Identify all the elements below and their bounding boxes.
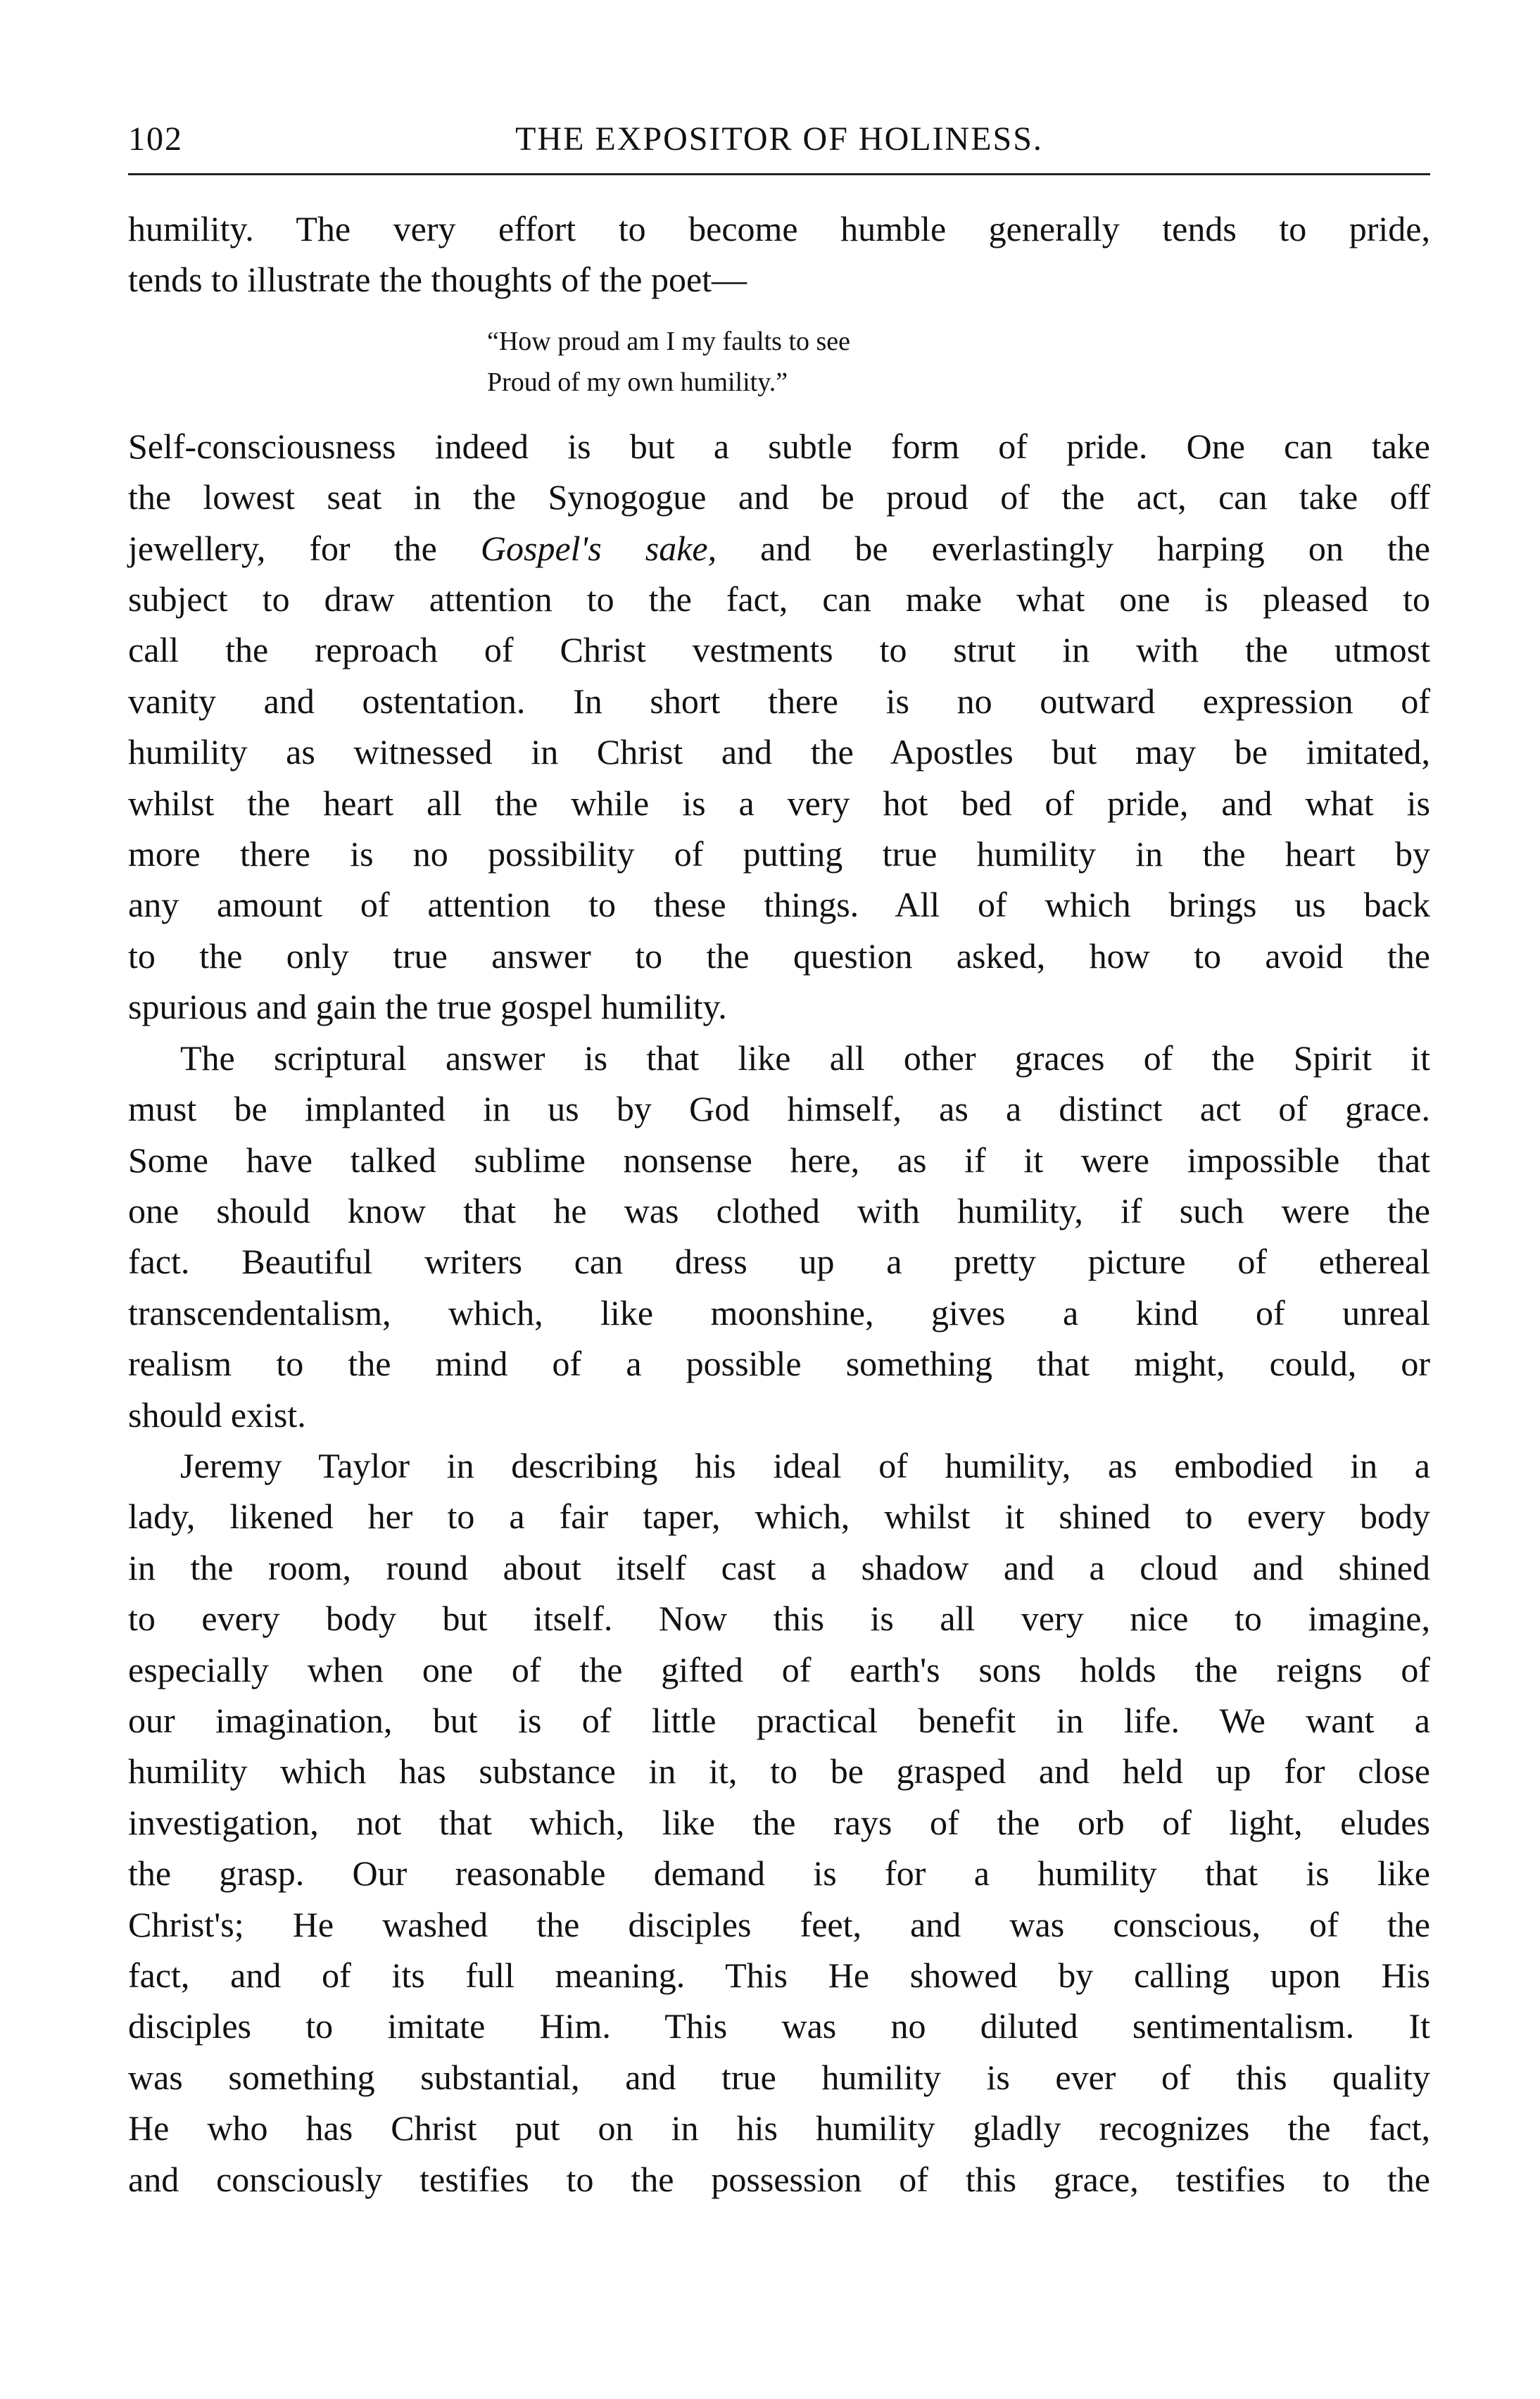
poem-line: Proud of my own humility.” (487, 367, 788, 397)
text-line: any amount of attention to these things. All of which brings us back (128, 885, 1430, 925)
text-line: the lowest seat in the Synogogue and be proud of the act, can take off (128, 477, 1430, 517)
text-line: must be implanted in us by God himself, as a distinct act of grace. (128, 1089, 1430, 1129)
text-line (128, 523, 1430, 574)
text-line: vanity and ostentation. In short there is no outward expression of (128, 681, 1430, 721)
text-line: to every body but itself. Now this is all very nice to imagine, (128, 1599, 1430, 1639)
text-line: tends to illustrate the thoughts of the poet— (128, 260, 747, 300)
text-line: fact. Beautiful writers can dress up a pretty picture of ethereal (128, 1242, 1430, 1282)
text-line: lady, likened her to a fair taper, which, whilst it shined to every body (128, 1497, 1430, 1537)
text-line: fact, and of its full meaning. This He showed by calling upon His (128, 1956, 1430, 1995)
text-line: subject to draw attention to the fact, can make what one is pleased to (128, 579, 1430, 619)
text-span: jewellery, for the (128, 528, 481, 568)
text-line: more there is no possibility of putting true humility in the heart by (128, 834, 1430, 874)
text-line: was something substantial, and true humility is ever of this quality (128, 2057, 1430, 2097)
text-line: our imagination, but is of little practical benefit in life. We want a (128, 1700, 1430, 1740)
book-page (128, 106, 1430, 2205)
text-line: call the reproach of Christ vestments to strut in with the utmost (128, 630, 1430, 670)
text-line: investigation, not that which, like the rays of the orb of light, eludes (128, 1802, 1430, 1842)
text-line: humility as witnessed in Christ and the Apostles but may be imitated, (128, 732, 1430, 772)
page-body (128, 203, 1430, 2205)
text-line: should exist. (128, 1394, 306, 1435)
text-line: the grasp. Our reasonable demand is for a humility that is like (128, 1853, 1430, 1894)
page-number: 102 (128, 120, 183, 158)
italic-phrase: Gospel's sake, (480, 528, 717, 568)
text-line: Self-consciousness indeed is but a subtle form of pride. One can take (128, 426, 1430, 466)
text-span: and be everlastingly harping on the (717, 528, 1430, 568)
text-line: spurious and gain the true gospel humility. (128, 987, 727, 1027)
text-line: humility which has substance in it, to be grasped and held up for close (128, 1751, 1430, 1792)
text-line: to the only true answer to the question asked, how to avoid the (128, 936, 1430, 976)
text-line: Jeremy Taylor in describing his ideal of humility, as embodied in a (180, 1445, 1430, 1485)
text-line: in the room, round about itself cast a shadow and a cloud and shined (128, 1547, 1430, 1587)
text-line: especially when one of the gifted of earth's sons holds the reigns of (128, 1649, 1430, 1689)
header-rule (128, 173, 1430, 175)
text-line: and consciously testifies to the possession of this grace, testifies to the (128, 2159, 1430, 2199)
text-line: Christ's; He washed the disciples feet, and was conscious, of the (128, 1904, 1430, 1944)
text-line: realism to the mind of a possible something that might, could, or (128, 1344, 1430, 1384)
text-line: He who has Christ put on in his humility gladly recognizes the fact, (128, 2108, 1430, 2148)
text-line: The scriptural answer is that like all other graces of the Spirit it (180, 1038, 1430, 1078)
poem-quote (487, 321, 1430, 403)
text-line: disciples to imitate Him. This was no diluted sentimentalism. It (128, 2006, 1430, 2046)
text-line: transcendentalism, which, like moonshine, gives a kind of unreal (128, 1292, 1430, 1333)
text-line: Some have talked sublime nonsense here, as if it were impossible that (128, 1140, 1430, 1180)
text-line: whilst the heart all the while is a very hot bed of pride, and what is (128, 783, 1430, 823)
text-line: humility. The very effort to become humble generally tends to pride, (128, 209, 1430, 248)
text-line: one should know that he was clothed with humility, if such were the (128, 1190, 1430, 1230)
poem-line: “How proud am I my faults to see (487, 326, 851, 356)
running-title: THE EXPOSITOR OF HOLINESS. (515, 120, 1043, 158)
page-header (128, 106, 1430, 169)
